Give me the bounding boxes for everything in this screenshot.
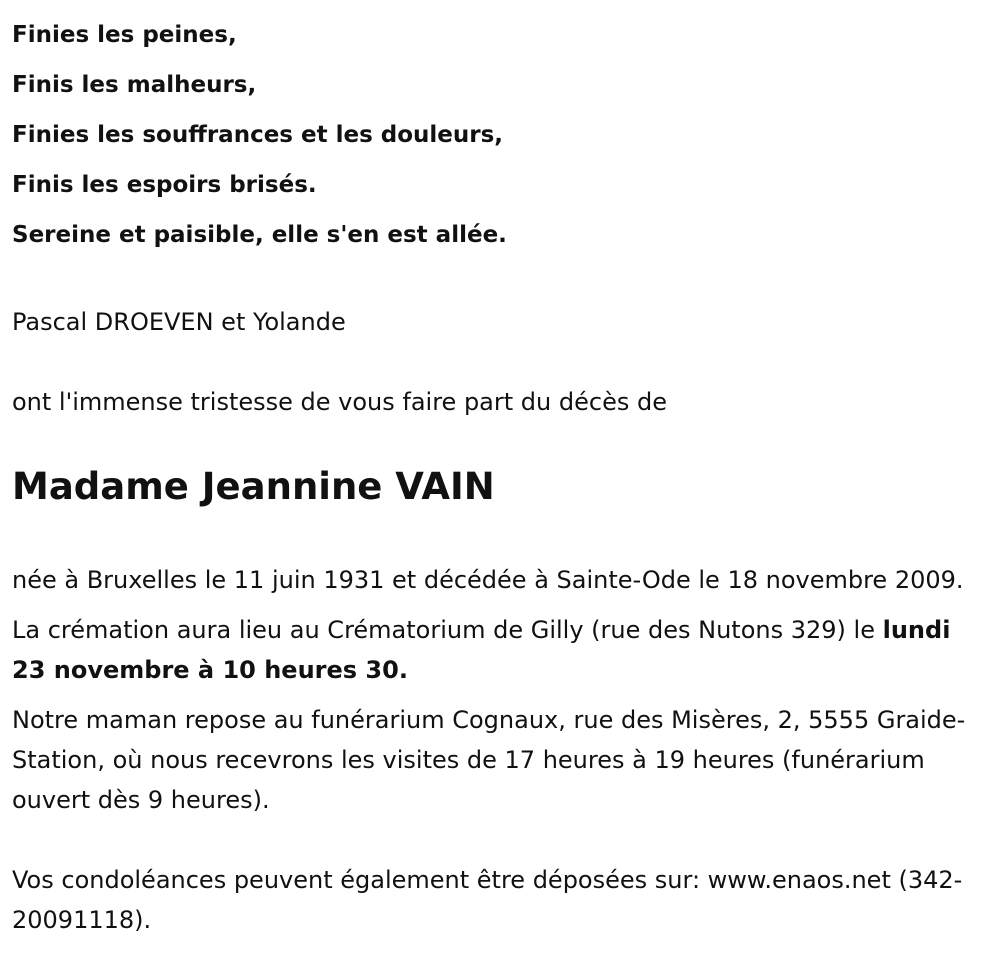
cremation-details [12,610,988,690]
poem-line: Finies les peines, [12,22,237,48]
sender-names: Pascal DROEVEN et Yolande [12,308,346,336]
condolences-info: Vos condoléances peuvent également être déposées sur: www.enaos.net (342-20091118). [12,866,963,934]
resting-place-details: Notre maman repose au funérarium Cognaux, rue des Misères, 2, 5555 Graide-Station, où nous recevrons les visites de 17 heures à 19 heures (funérarium ouvert dès 9 heures). [12,706,966,814]
cremation-date: lundi 23 novembre à 10 heures 30. [12,616,951,684]
poem-line: Sereine et paisible, elle s'en est allée. [12,222,507,248]
deceased-name: Madame Jeannine VAIN [12,465,495,508]
cremation-text: La crémation aura lieu au Crématorium de Gilly (rue des Nutons 329) le [12,616,883,644]
poem-line: Finis les malheurs, [12,72,257,98]
poem-line: Finis les espoirs brisés. [12,172,317,198]
poem [12,0,988,260]
birth-death-details: née à Bruxelles le 11 juin 1931 et décédée à Sainte-Ode le 18 novembre 2009. [12,566,964,594]
poem-line: Finies les souffrances et les douleurs, [12,122,504,148]
announcement-intro: ont l'immense tristesse de vous faire part du décès de [12,388,667,416]
